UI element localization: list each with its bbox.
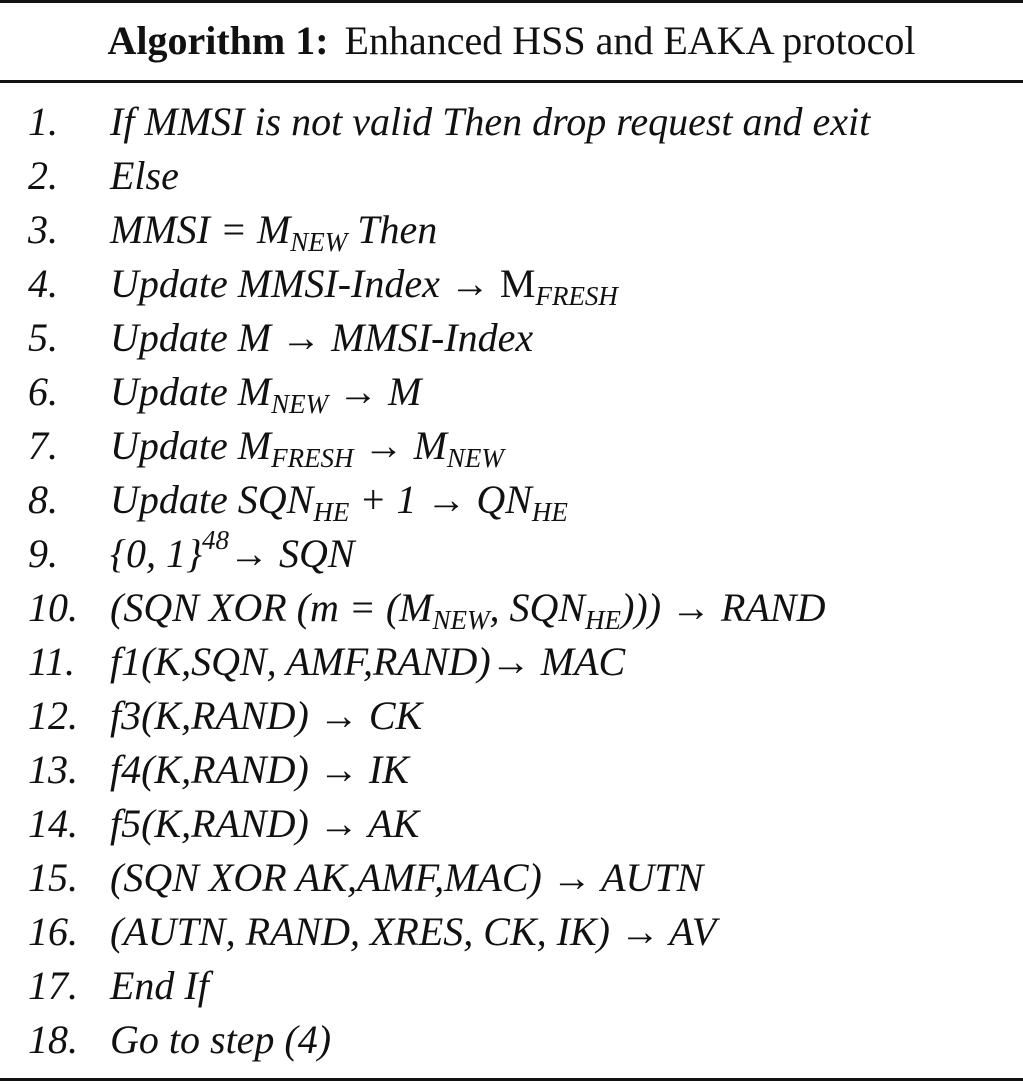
header-rule (0, 80, 1023, 83)
algorithm-step (0, 527, 1023, 581)
text-segment: f5(K,RAND) → AK (110, 801, 420, 846)
step-text (110, 257, 618, 311)
step-number: 3. (28, 207, 58, 252)
subscript: NEW (432, 605, 490, 635)
subscript: HE (313, 497, 350, 527)
step-text (110, 797, 419, 851)
text-segment: Update M (110, 369, 272, 414)
text-segment: → M (328, 369, 422, 414)
text-segment: Update MMSI-Index → (110, 261, 500, 306)
text-segment: → M (353, 423, 447, 468)
text-segment: Update SQN (110, 477, 314, 522)
step-number: 14. (28, 801, 78, 846)
bottom-rule (0, 1078, 1023, 1081)
text-segment: Else (110, 153, 179, 198)
subscript: HE (531, 497, 568, 527)
algorithm-title: Enhanced HSS and EAKA protocol (344, 17, 916, 63)
step-number: 11. (28, 639, 76, 684)
algorithm-label: Algorithm 1: (107, 17, 329, 63)
text-segment: Update M → MMSI-Index (110, 315, 534, 360)
step-number: 10. (28, 585, 78, 630)
step-text (110, 1013, 331, 1067)
step-text (110, 959, 209, 1013)
subscript: NEW (446, 443, 504, 473)
subscript: HE (585, 605, 622, 635)
text-segment: Then (347, 207, 438, 252)
algorithm-step (0, 689, 1023, 743)
algorithm-step (0, 95, 1023, 149)
step-number: 5. (28, 315, 58, 360)
text-segment: + 1 → QN (349, 477, 532, 522)
text-segment: If MMSI is not valid Then drop request and exit (110, 99, 871, 144)
step-number: 13. (28, 747, 78, 792)
text-segment: f4(K,RAND) → IK (110, 747, 409, 792)
step-text (110, 419, 504, 473)
text-segment: (AUTN, RAND, XRES, CK, IK) → AV (110, 909, 717, 954)
text-segment: f3(K,RAND) → CK (110, 693, 423, 738)
step-number: 15. (28, 855, 78, 900)
step-number: 17. (28, 963, 78, 1008)
step-text (110, 905, 716, 959)
step-text (110, 527, 355, 581)
step-number: 12. (28, 693, 78, 738)
step-text (110, 743, 409, 797)
step-text (110, 581, 825, 635)
algorithm-step (0, 581, 1023, 635)
algorithm-step (0, 257, 1023, 311)
text-segment: (SQN XOR AK,AMF,MAC) → AUTN (110, 855, 704, 900)
step-text (110, 95, 870, 149)
step-text (110, 851, 703, 905)
text-segment: (SQN XOR (m = (M (110, 585, 433, 630)
step-text (110, 365, 421, 419)
algorithm-step (0, 797, 1023, 851)
algorithm-step (0, 635, 1023, 689)
algorithm-step (0, 959, 1023, 1013)
subscript: FRESH (535, 281, 618, 311)
algorithm-steps (0, 95, 1023, 1067)
subscript: FRESH (271, 443, 354, 473)
algorithm-step (0, 149, 1023, 203)
step-number: 4. (28, 261, 58, 306)
step-text (110, 473, 568, 527)
step-text (110, 689, 422, 743)
algorithm-step (0, 851, 1023, 905)
algorithm-step (0, 311, 1023, 365)
text-segment: MMSI = M (110, 207, 291, 252)
upright-text: M (499, 261, 536, 306)
text-segment: → SQN (229, 531, 355, 576)
algorithm-step (0, 1013, 1023, 1067)
subscript: NEW (290, 227, 348, 257)
text-segment: {0, 1} (110, 531, 202, 576)
text-segment: ))) → RAND (621, 585, 826, 630)
algorithm-header (0, 0, 1023, 80)
algorithm-step (0, 905, 1023, 959)
algorithm-step (0, 203, 1023, 257)
algorithm-step (0, 419, 1023, 473)
step-text (110, 311, 533, 365)
step-number: 9. (28, 531, 58, 576)
step-number: 2. (28, 153, 58, 198)
subscript: NEW (271, 389, 329, 419)
step-text (110, 149, 179, 203)
step-number: 1. (28, 99, 58, 144)
step-text (110, 203, 437, 257)
algorithm-step (0, 365, 1023, 419)
step-number: 16. (28, 909, 78, 954)
step-text (110, 635, 625, 689)
step-number: 7. (28, 423, 58, 468)
algorithm-step (0, 473, 1023, 527)
text-segment: Update M (110, 423, 272, 468)
step-number: 8. (28, 477, 58, 522)
text-segment: End If (110, 963, 209, 1008)
step-number: 6. (28, 369, 58, 414)
text-segment: f1(K,SQN, AMF,RAND)→ MAC (110, 639, 626, 684)
text-segment: Go to step (4) (110, 1017, 332, 1062)
text-segment: , SQN (489, 585, 586, 630)
superscript: 48 (202, 525, 229, 555)
step-number: 18. (28, 1017, 78, 1062)
algorithm-step (0, 743, 1023, 797)
